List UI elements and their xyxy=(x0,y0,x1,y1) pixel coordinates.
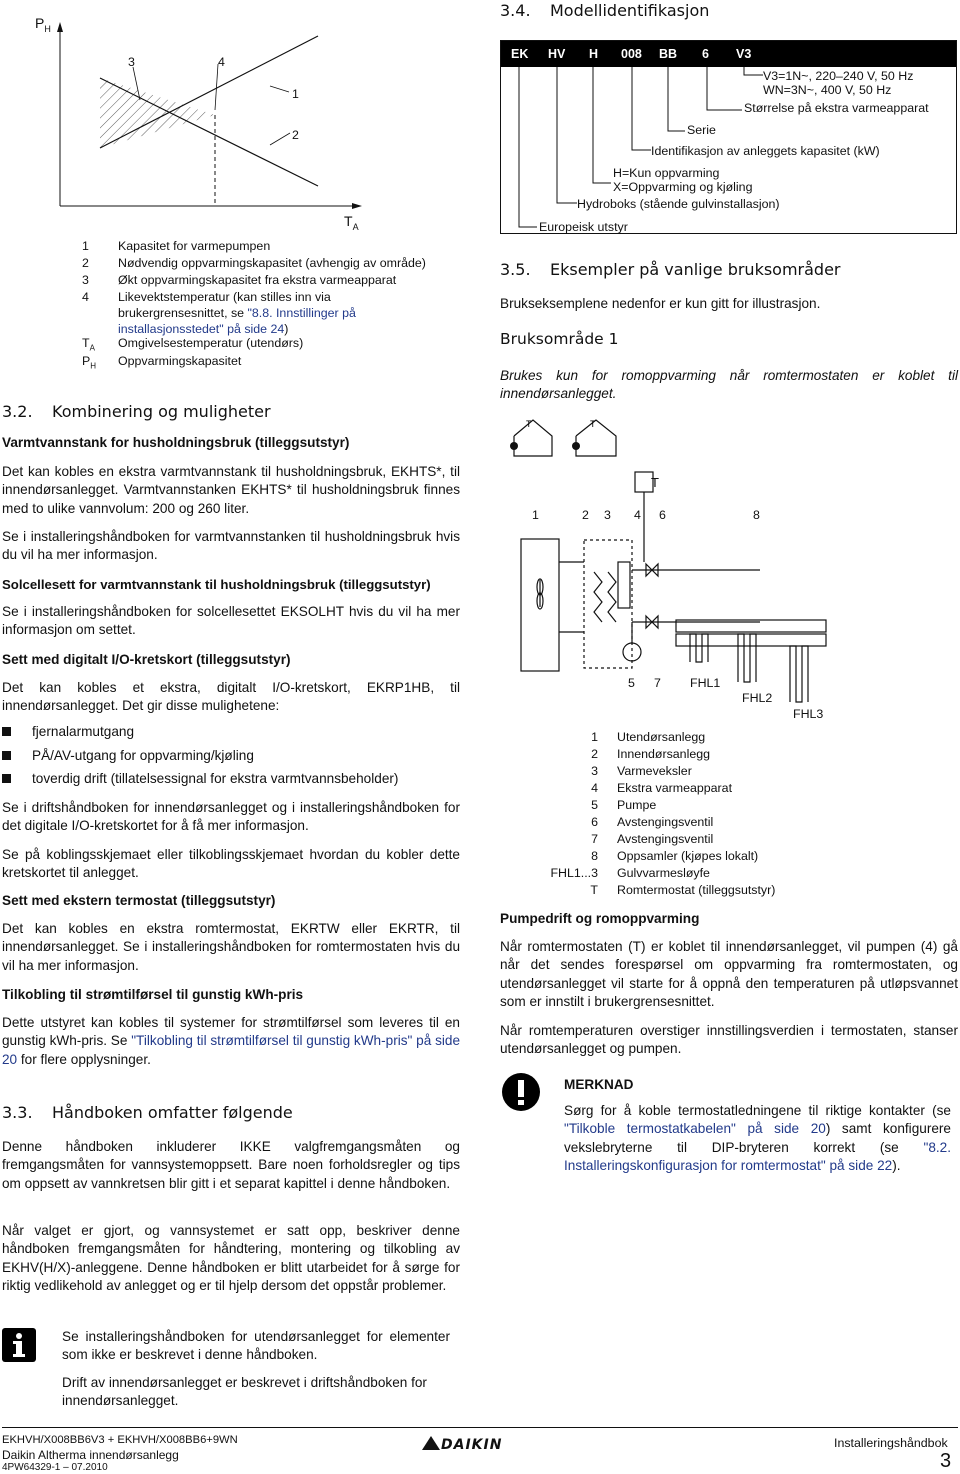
subheading-kwh: Tilkobling til strømtilførsel til gunstig kWh-pris xyxy=(2,987,304,1002)
subheading-pump: Pumpedrift og romoppvarming xyxy=(500,911,700,926)
subheading-io: Sett med digitalt I/O-kretskort (tilleggsutstyr) xyxy=(2,652,291,667)
bullet-square-icon xyxy=(2,751,11,760)
footer-doc-type: Installeringshåndbok xyxy=(834,1436,948,1450)
paragraph: Det kan kobles en ekstra romtermostat, EKRTW eller EKRTR, til innendørsanlegget. Se i installeringshåndboken for romtermostaten hvis du vil ha mer informasjon. xyxy=(2,921,460,973)
section-heading-3-4: 3.4. Modellidentifikasjon xyxy=(500,1,710,20)
footer-docnum: 4PW64329-1 – 07.2010 xyxy=(2,1462,108,1473)
legend-item: 4 Likevektstemperatur (kan stilles inn via brukergrensesnittet, se "8.8. Innstillinger på installasjonsstedet" på side 24) xyxy=(82,290,356,337)
model-identification-box: EK HV H 008 BB 6 V3 V3=1N~, 220–240 V, 50 Hz WN=3N~, 400 V, 50 Hz Størrelse på ekstra varmeapparat Serie Identifikasjon av anleggets kapasitet (kW) H=Kun oppvarming X=Oppvarming og kjøling Hydroboks (stående gulvinstallasjon) Europeisk utstyr xyxy=(500,40,957,234)
graph-marker-3: 3 xyxy=(128,55,135,69)
paragraph: Det kan kobles en ekstra varmtvannstank til husholdningsbruk, EKHTS*, til innendørsanlegget. Varmtvannstanken EKHTS* til husholdningsbruk finnes med to ulike vannvolum: 200 og 260 liter. xyxy=(2,464,460,516)
bullet-square-icon xyxy=(2,774,11,783)
link-installation-config[interactable]: "8.2. Installeringskonfigurasjon for romtermostat" på side 22 xyxy=(564,1139,951,1174)
note-title: MERKNAD xyxy=(564,1077,634,1092)
info-note: Drift av innendørsanlegget er beskrevet i driftshåndboken for innendørsanlegget. xyxy=(62,1375,427,1409)
svg-text:T: T xyxy=(526,419,532,429)
diagram-label: 4 xyxy=(634,508,641,522)
diagram-label: T xyxy=(651,475,659,490)
footer-rule xyxy=(2,1427,958,1428)
model-code-bar: EK HV H 008 BB 6 V3 xyxy=(501,41,956,67)
paragraph: Se på koblingsskjemaet eller tilkoblingsskjemaet hvordan du kobler dette kretskortet til anlegget. xyxy=(2,847,460,881)
paragraph: Denne håndboken inkluderer IKKE valgfremgangsmåten og fremgangsmåten for vannsystemoppsett. Bare noen forholdsregler og tips om oppsett av vannkretsen blir gitt i et separat kapittel i denne håndboken. xyxy=(2,1139,460,1191)
paragraph: Dette utstyret kan kobles til systemer for strømtilførsel som leveres til en gunstig kWh-pris. Se "Tilkobling til strømtilførsel til gunstig kWh-pris" på side 20 for flere opplysninger. xyxy=(2,1015,461,1067)
subheading-tank: Varmtvannstank for husholdningsbruk (tilleggsutstyr) xyxy=(2,435,350,450)
warning-icon xyxy=(502,1073,540,1111)
page-number: 3 xyxy=(940,1450,952,1472)
diagram-label: 6 xyxy=(659,508,666,522)
daikin-logo: DAIKIN xyxy=(441,1437,503,1453)
section-heading-3-5: 3.5. Eksempler på vanlige bruksområder xyxy=(500,260,841,279)
diagram-label: 1 xyxy=(532,508,539,522)
diagram-label: 7 xyxy=(654,676,661,690)
info-note: Se installeringshåndboken for utendørsanlegget for elementer som ikke er beskrevet i denne håndboken. xyxy=(62,1329,450,1363)
link-settings-8-8[interactable]: "8.8. Innstillinger på installasjonsstedet" på side 24 xyxy=(118,306,356,337)
link-kwh-page-20[interactable]: "Tilkobling til strømtilførsel til gunstig kWh-pris" på side 20 xyxy=(2,1033,461,1067)
paragraph: Når valget er gjort, og vannsystemet er satt opp, beskriver denne håndboken fremgangsmåten for håndtering, montering og tilkobling av EKHV(H/X)-anleggene. Denne håndboken er blitt utarbeidet for å sørge for riktig vedlikehold av anlegget og er til hjelp dersom det oppstår problemer. xyxy=(2,1223,460,1294)
paragraph: Når romtermostaten (T) er koblet til innendørsanlegget, vil pumpen (4) gå når det sendes forespørsel om oppvarming fra romtermostaten, og utendørsanlegget vil starte for å oppnå den temperaturen på utløpsvannet som er innstilt i brukergrensesnittet. xyxy=(500,939,958,1010)
subheading-solar: Solcellesett for varmtvannstank til husholdningsbruk (tilleggsutstyr) xyxy=(2,577,431,592)
diagram-label: 3 xyxy=(604,508,611,522)
application-diagram xyxy=(500,412,840,708)
paragraph: Se i installeringshåndboken for solcellesettet EKSOLHT hvis du vil ha mer informasjon om settet. xyxy=(2,604,460,638)
note-text: Sørg for å koble termostatledningene til riktige kontakter (se "Tilkoble termostatkabelen" på side 20) samt konfigurere vekslebryterne til DIP-bryteren korrekt (se "8.2. Installeringskonfigurasjon for romtermostat" på side 22). xyxy=(564,1103,951,1174)
bullet-square-icon xyxy=(2,727,11,736)
diagram-label: 8 xyxy=(753,508,760,522)
footer-product: Daikin Altherma innendørsanlegg xyxy=(2,1448,179,1462)
paragraph: Når romtemperaturen overstiger innstillingsverdien i termostaten, stanser utendørsanlegget og pumpen. xyxy=(500,1023,958,1057)
paragraph: Se i installeringshåndboken for varmtvannstanken til husholdningsbruk hvis du vil ha mer informasjon. xyxy=(2,529,460,563)
diagram-label: FHL2 xyxy=(742,691,773,705)
graph-marker-2: 2 xyxy=(292,128,299,142)
graph-marker-4: 4 xyxy=(218,55,225,69)
paragraph: Det kan kobles et ekstra, digitalt I/O-kretskort, EKRP1HB, til innendørsanlegget. Det gir disse mulighetene: xyxy=(2,680,460,714)
info-icon xyxy=(2,1328,36,1362)
case-description: Brukes kun for romoppvarming når romtermostaten er koblet til innendørsanlegget. xyxy=(500,368,958,401)
daikin-logo-icon xyxy=(422,1436,440,1450)
graph-axis-x-label: $T_A$ xyxy=(344,213,359,232)
case-title: Bruksområde 1 xyxy=(500,330,619,348)
graph-axis-y-label: $P_H$ xyxy=(35,15,51,34)
paragraph: Se i driftshåndboken for innendørsanlegget og i installeringshåndboken for det digitale I/O-kretskortet for å få mer informasjon. xyxy=(2,800,460,834)
diagram-label: 5 xyxy=(628,676,635,690)
capacity-graph xyxy=(0,0,470,240)
graph-marker-1: 1 xyxy=(292,87,299,101)
link-thermostat-cable[interactable]: "Tilkoble termostatkabelen" på side 20 xyxy=(564,1121,826,1137)
diagram-label: FHL1 xyxy=(690,676,721,690)
diagram-label: 2 xyxy=(582,508,589,522)
svg-text:T: T xyxy=(590,419,596,429)
footer-model: EKHVH/X008BB6V3 + EKHVH/X008BB6+9WN xyxy=(2,1434,238,1446)
section-heading-3-3: 3.3. Håndboken omfatter følgende xyxy=(2,1103,293,1122)
paragraph: Brukseksemplene nedenfor er kun gitt for illustrasjon. xyxy=(500,296,821,311)
section-heading-3-2: 3.2. Kombinering og muligheter xyxy=(2,402,271,421)
subheading-thermostat: Sett med ekstern termostat (tilleggsutstyr) xyxy=(2,893,276,908)
diagram-label: FHL3 xyxy=(793,707,824,721)
